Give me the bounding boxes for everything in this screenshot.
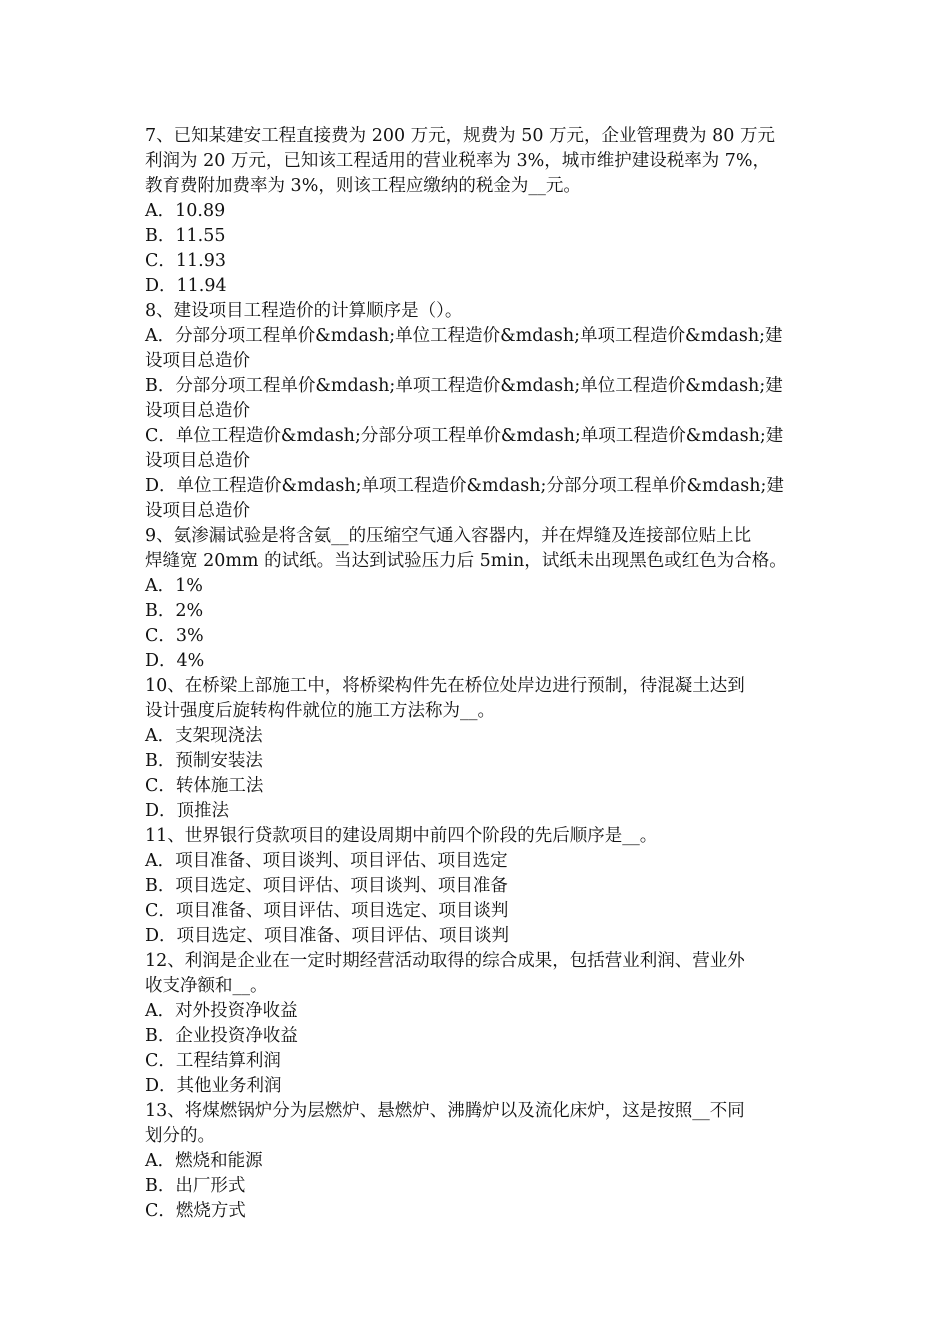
question-12-option-a: A．对外投资净收益: [145, 1001, 298, 1021]
question-10-option-c: C．转体施工法: [145, 776, 264, 796]
question-11-option-d: D．项目选定、项目准备、项目评估、项目谈判: [145, 926, 510, 946]
question-8-option-b: 设项目总造价: [145, 401, 250, 421]
document-body: [145, 124, 813, 1224]
question-8-option-c: C．单位工程造价&mdash;分部分项工程单价&mdash;单项工程造价&mdash;建: [145, 426, 784, 446]
question-9-text: 9、氨渗漏试验是将含氨__的压缩空气通入容器内，并在焊缝及连接部位贴上比: [145, 526, 752, 546]
question-10-option-d: D．顶推法: [145, 801, 230, 821]
question-12-option-d: D．其他业务利润: [145, 1076, 282, 1096]
question-7-text: 利润为 20 万元，已知该工程适用的营业税率为 3%，城市维护建设税率为 7%，: [145, 151, 771, 171]
question-9-option-b: B．2%: [145, 601, 204, 621]
question-10-option-b: B．预制安装法: [145, 751, 263, 771]
question-11-option-a: A．项目准备、项目谈判、项目评估、项目选定: [145, 851, 508, 871]
question-13-option-b: B．出厂形式: [145, 1176, 246, 1196]
question-13-text: 划分的。: [145, 1126, 215, 1146]
question-7-option-b: B．11.55: [145, 226, 226, 246]
question-13-option-c: C．燃烧方式: [145, 1201, 246, 1221]
question-8-option-b: B．分部分项工程单价&mdash;单项工程造价&mdash;单位工程造价&mdash;建: [145, 376, 783, 396]
question-8-option-d: 设项目总造价: [145, 501, 250, 521]
question-8-option-d: D．单位工程造价&mdash;单项工程造价&mdash;分部分项工程单价&mdash;建: [145, 476, 784, 496]
question-11-text: 11、世界银行贷款项目的建设周期中前四个阶段的先后顺序是__。: [145, 826, 658, 846]
question-8-option-a: A．分部分项工程单价&mdash;单位工程造价&mdash;单项工程造价&mdash;建: [145, 326, 783, 346]
question-10-text: 10、在桥梁上部施工中，将桥梁构件先在桥位处岸边进行预制，待混凝土达到: [145, 676, 745, 696]
question-12-option-b: B．企业投资净收益: [145, 1026, 298, 1046]
question-13-option-a: A．燃烧和能源: [145, 1151, 263, 1171]
question-8-text: 8、建设项目工程造价的计算顺序是（）。: [145, 301, 463, 321]
question-9-option-a: A．1%: [145, 576, 203, 596]
question-8-option-c: 设项目总造价: [145, 451, 250, 471]
question-10-text: 设计强度后旋转构件就位的施工方法称为__。: [145, 701, 495, 721]
question-12-text: 12、利润是企业在一定时期经营活动取得的综合成果，包括营业利润、营业外: [145, 951, 745, 971]
question-11-option-b: B．项目选定、项目评估、项目谈判、项目准备: [145, 876, 508, 896]
question-7-text: 7、已知某建安工程直接费为 200 万元，规费为 50 万元，企业管理费为 80 万元: [145, 126, 775, 146]
question-12-text: 收支净额和__。: [145, 976, 268, 996]
question-9-option-d: D．4%: [145, 651, 205, 671]
question-10-option-a: A．支架现浇法: [145, 726, 263, 746]
question-7-option-d: D．11.94: [145, 276, 227, 296]
question-8-option-a: 设项目总造价: [145, 351, 250, 371]
question-7-text: 教育费附加费率为 3%，则该工程应缴纳的税金为__元。: [145, 176, 581, 196]
question-7-option-c: C．11.93: [145, 251, 226, 271]
question-13-text: 13、将煤燃锅炉分为层燃炉、悬燃炉、沸腾炉以及流化床炉，这是按照__不同: [145, 1101, 745, 1121]
question-7-option-a: A．10.89: [145, 201, 226, 221]
question-9-text: 焊缝宽 20mm 的试纸。当达到试验压力后 5min，试纸未出现黑色或红色为合格。: [145, 551, 787, 571]
question-12-option-c: C．工程结算利润: [145, 1051, 281, 1071]
question-11-option-c: C．项目准备、项目评估、项目选定、项目谈判: [145, 901, 509, 921]
question-9-option-c: C．3%: [145, 626, 204, 646]
